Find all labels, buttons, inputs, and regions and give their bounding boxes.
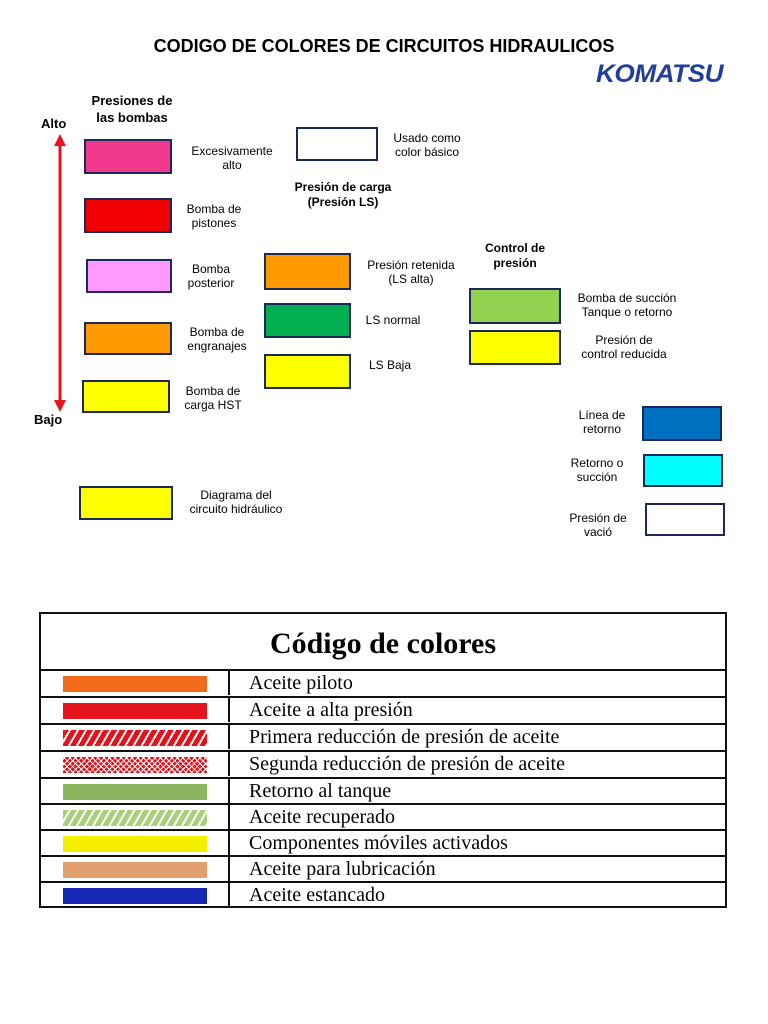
table-row [41,803,725,829]
table-row [41,855,725,881]
table-row-label: Componentes móviles activados [249,832,508,854]
table-row-label: Retorno al tanque [249,780,392,802]
table-row-swatch [63,703,207,719]
swatch-reduced-control [469,330,561,365]
table-title: Código de colores [269,627,497,660]
label-basic-color: Usado como color básico [393,131,461,159]
label-vacuum-pressure: Presión de vació [569,511,627,539]
swatch-circuit-diagram [79,486,173,520]
table-row [41,750,725,776]
pump-pressures-header: Presiones de las bombas [91,93,173,125]
table-row-label: Aceite recuperado [249,806,396,828]
label-reduced-control: Presión de control reducida [581,333,667,361]
table-row-label: Primera reducción de presión de aceite [249,726,560,748]
table-row-label: Aceite para lubricación [249,858,436,880]
label-excessive: Excesivamente alto [191,144,273,172]
table-row [41,723,725,749]
swatch-ls-low [264,354,351,389]
table-column-divider [228,831,230,855]
swatch-suction-pump [469,288,561,324]
table-row [41,829,725,855]
table-column-divider [228,698,230,722]
table-row-label: Segunda reducción de presión de aceite [249,753,565,775]
swatch-ls-normal [264,303,351,338]
table-row [41,669,725,695]
table-row-swatch [63,730,207,746]
table-row-swatch [63,862,207,878]
page-title: CODIGO DE COLORES DE CIRCUITOS HIDRAULICOS [153,36,615,56]
table-column-divider [228,752,230,776]
label-suction-pump: Bomba de succión Tanque o retorno [577,291,677,319]
table-row [41,777,725,803]
label-piston-pump: Bomba de pistones [186,202,242,230]
table-row-label: Aceite a alta presión [249,699,413,721]
table-row [41,696,725,722]
pressure-control-header: Control de presión [485,241,545,270]
label-ls-normal: LS normal [365,313,421,327]
table-row-swatch [63,784,207,800]
table-column-divider [228,779,230,803]
label-return-suction: Retorno o succión [570,456,624,484]
table-row-label: Aceite estancado [249,884,386,906]
table-row-swatch [63,888,207,904]
label-hst-pump: Bomba de carga HST [184,384,242,412]
label-gear-pump: Bomba de engranajes [187,325,247,353]
label-ls-high: Presión retenida (LS alta) [367,258,455,286]
label-rear-pump: Bomba posterior [187,262,235,290]
table-column-divider [228,883,230,907]
table-column-divider [228,671,230,695]
pressure-arrow-icon [52,134,68,412]
axis-high-label: Alto [41,116,67,131]
swatch-return-line [642,406,722,441]
swatch-basic-color [296,127,378,161]
table-row-label: Aceite piloto [249,672,353,694]
table-row-swatch [63,757,207,773]
swatch-piston-pump [84,198,172,233]
label-ls-low: LS Baja [368,358,412,372]
label-return-line: Línea de retorno [578,408,626,436]
swatch-hst-pump [82,380,170,413]
table-column-divider [228,805,230,829]
swatch-gear-pump [84,322,172,355]
axis-low-label: Bajo [34,412,63,427]
swatch-vacuum-pressure [645,503,725,536]
table-row-swatch [63,676,207,692]
komatsu-logo: KOMATSU [596,60,724,88]
swatch-ls-high [264,253,351,290]
table-column-divider [228,725,230,749]
swatch-return-suction [643,454,723,487]
swatch-rear-pump [86,259,172,293]
table-row [41,881,725,907]
load-pressure-header: Presión de carga (Presión LS) [294,180,392,209]
table-row-swatch [63,810,207,826]
table-column-divider [228,857,230,881]
table-row-swatch [63,836,207,852]
swatch-excessive [84,139,172,174]
label-circuit-diagram: Diagrama del circuito hidráulico [189,488,283,516]
